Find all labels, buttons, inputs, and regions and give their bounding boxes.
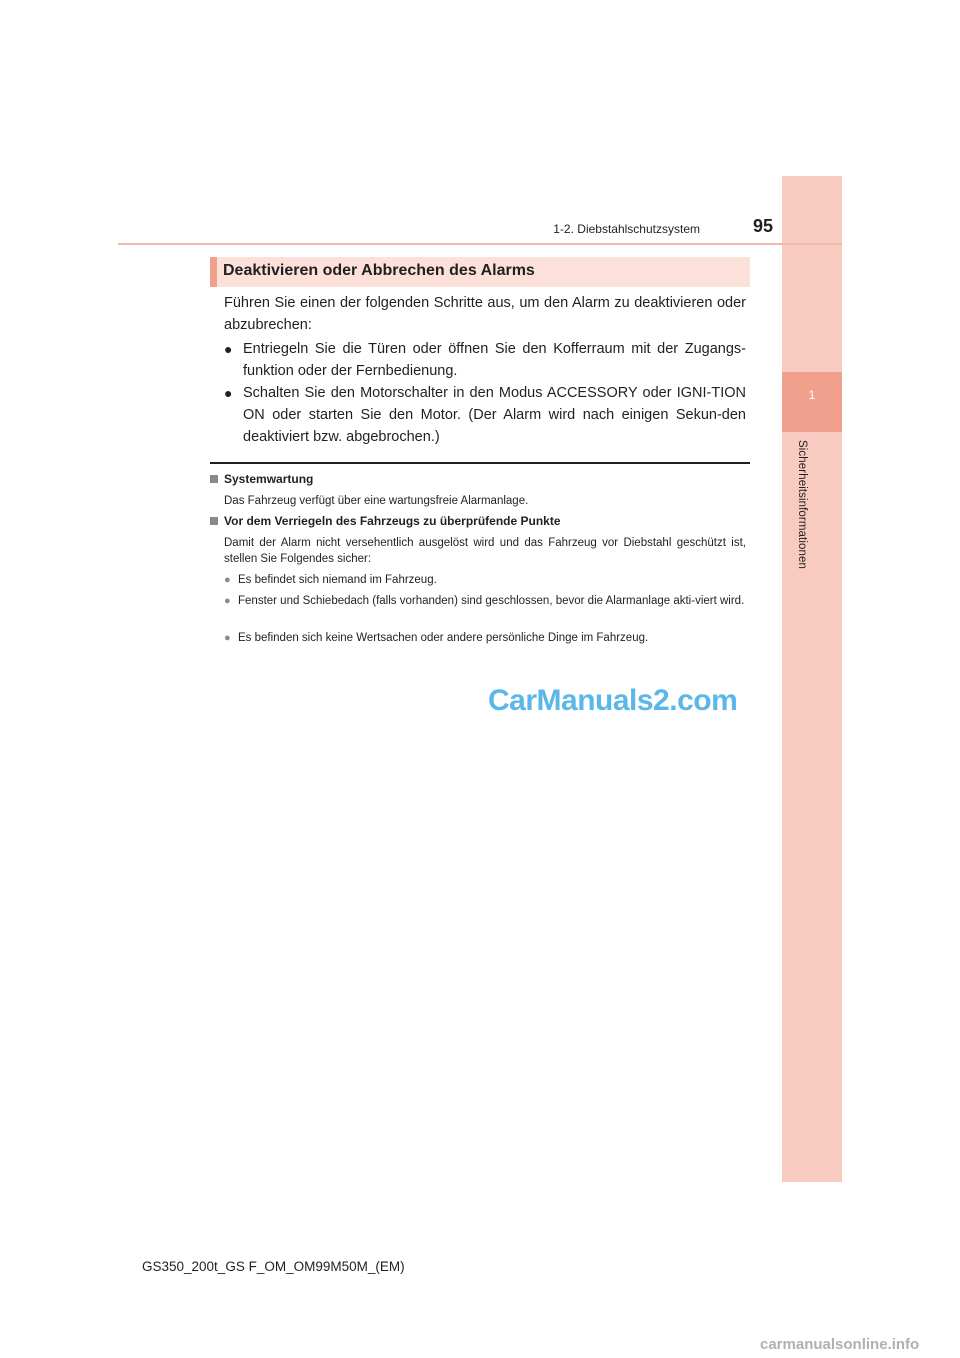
list-item [224, 593, 746, 625]
note-heading [210, 514, 561, 528]
bullet-icon: ● [224, 385, 233, 401]
page-number: 95 [752, 216, 773, 236]
list-item [224, 572, 746, 588]
bullet-icon: ● [224, 574, 231, 586]
section-divider [210, 462, 750, 464]
list-item [224, 630, 746, 646]
chapter-title: Sicherheitsinformationen [796, 440, 808, 569]
section-title: Deaktivieren oder Abbrechen des Alarms [223, 262, 535, 279]
section-title-accent [210, 257, 217, 287]
square-bullet-icon [210, 517, 218, 525]
bullet-text: Schalten Sie den Motorschalter in den Modus ACCESSORY oder IGNI-TION ON oder starten Sie den Motor. (Der Alarm wird nach einigen Sekun-den deaktiviert bzw. abgebrochen.) [243, 385, 746, 445]
note-text: Damit der Alarm nicht versehentlich ausgelöst wird und das Fahrzeug vor Diebstahl geschützt ist, stellen Sie Folgendes sicher: [224, 537, 746, 565]
note-text: Das Fahrzeug verfügt über eine wartungsfreie Alarmanlage. [224, 495, 529, 507]
footer-site[interactable]: carmanualsonline.info [760, 1336, 920, 1353]
bullet-icon: ● [224, 595, 231, 607]
note-heading [210, 472, 313, 486]
watermark: CarManuals2.com [488, 684, 738, 717]
note-heading-text: Vor dem Verriegeln des Fahrzeugs zu überprüfende Punkte [224, 514, 561, 528]
bullet-icon: ● [224, 632, 231, 644]
section-intro: Führen Sie einen der folgenden Schritte aus, um den Alarm zu deaktivieren oder abzubrechen: [224, 295, 746, 333]
note-heading-text: Systemwartung [224, 472, 314, 486]
bullet-text: Es befinden sich keine Wertsachen oder andere persönliche Dinge im Fahrzeug. [238, 632, 649, 644]
bullet-icon: ● [224, 341, 233, 357]
header-section-title: 1-2. Diebstahlschutzsystem [553, 222, 700, 236]
bullet-text: Es befindet sich niemand im Fahrzeug. [238, 574, 437, 586]
header-rule [118, 243, 842, 245]
footer-manual-code: GS350_200t_GS F_OM_OM99M50M_(EM) [142, 1259, 405, 1274]
list-item [224, 382, 746, 448]
square-bullet-icon [210, 475, 218, 483]
bullet-text: Fenster und Schiebedach (falls vorhanden) sind geschlossen, bevor die Alarmanlage akti-viert wird. [238, 595, 745, 607]
list-item [224, 338, 746, 382]
chapter-side-tab [782, 176, 842, 1182]
chapter-number: 1 [808, 388, 816, 402]
bullet-text: Entriegeln Sie die Türen oder öffnen Sie den Kofferraum mit der Zugangs-funktion oder der Fernbedienung. [243, 341, 746, 379]
chapter-tab-active[interactable] [782, 372, 842, 432]
